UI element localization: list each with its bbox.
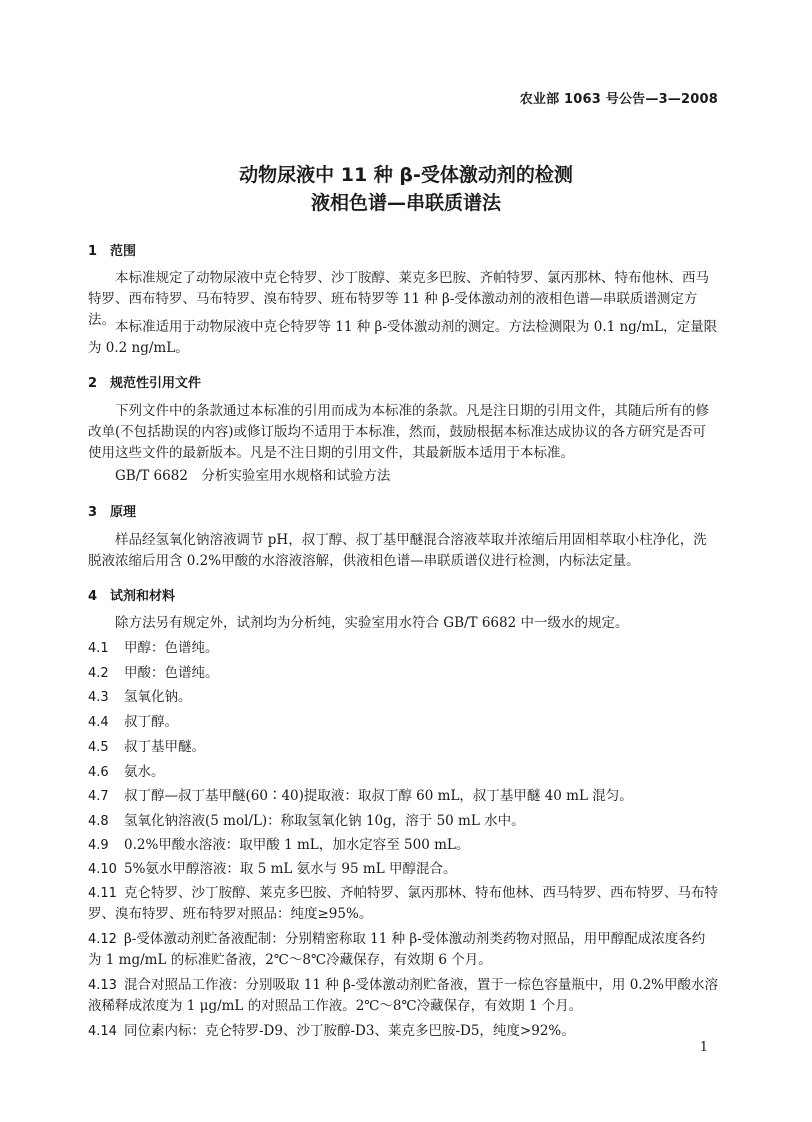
- section-1-paragraph-1: 本标准规定了动物尿液中克仑特罗、沙丁胺醇、莱克多巴胺、齐帕特罗、氯丙那林、特布他林、西马特罗、西布特罗、马布特罗、溴布特罗、班布特罗等 11 种 β-受体激动剂的液相色谱—串联质谱测定方法。: [88, 270, 709, 328]
- item-text: 氢氧化钠。: [124, 689, 192, 705]
- section-4-heading: [88, 585, 175, 604]
- section-title: 范围: [110, 244, 137, 259]
- item-number: 4.3: [88, 690, 109, 705]
- section-1-heading: [88, 240, 136, 259]
- item-number: 4.7: [88, 789, 109, 804]
- list-item: [88, 687, 718, 708]
- section-3-paragraph-1: 样品经氢氧化钠溶液调节 pH，叔丁醇、叔丁基甲醚混合溶液萃取并浓缩后用固相萃取小柱净化，洗脱液浓缩后用含 0.2%甲酸的水溶液溶解，供液相色谱—串联质谱仪进行检测，内标法定量。: [88, 532, 707, 569]
- item-number: 4.4: [88, 715, 109, 730]
- item-number: 4.1: [88, 641, 109, 656]
- list-item: [88, 835, 718, 856]
- list-item: [88, 762, 718, 783]
- list-item: [88, 712, 718, 733]
- document-title-line1: 动物尿液中 11 种 β-受体激动剂的检测: [239, 164, 573, 186]
- section-title: 原理: [110, 505, 137, 520]
- section-number: 4: [88, 589, 98, 604]
- item-number: 4.8: [88, 814, 109, 829]
- section-2-reference: GB/T 6682 分析实验室用水规格和试验方法: [115, 468, 391, 484]
- item-text: 同位素内标：克仑特罗-D9、沙丁胺醇-D3、莱克多巴胺-D5，纯度>92%。: [124, 1023, 575, 1039]
- item-number: 4.11: [88, 886, 117, 901]
- item-text: 氢氧化钠溶液(5 mol/L)：称取氢氧化钠 10g，溶于 50 mL 水中。: [124, 813, 525, 829]
- item-text: 甲酸：色谱纯。: [124, 665, 219, 681]
- item-text: 叔丁醇—叔丁基甲醚(60∶40)提取液：取叔丁醇 60 mL，叔丁基甲醚 40 mL 混匀。: [124, 788, 633, 804]
- item-number: 4.5: [88, 740, 109, 755]
- document-title-line2: 液相色谱—串联质谱法: [310, 192, 501, 214]
- item-number: 4.6: [88, 765, 109, 780]
- section-1-paragraph-2: 本标准适用于动物尿液中克仑特罗等 11 种 β-受体激动剂的测定。方法检测限为 0.1 ng/mL，定量限为 0.2 ng/mL。: [88, 319, 718, 356]
- item-text: 克仑特罗、沙丁胺醇、莱克多巴胺、齐帕特罗、氯丙那林、特布他林、西马特罗、西布特罗、马布特罗、溴布特罗、班布特罗对照品：纯度≥95%。: [88, 885, 718, 922]
- list-item: [88, 1021, 718, 1042]
- section-number: 3: [88, 505, 98, 520]
- list-item: [88, 811, 718, 832]
- item-text: 叔丁基甲醚。: [124, 739, 205, 755]
- item-number: 4.2: [88, 666, 109, 681]
- section-2-heading: [88, 372, 201, 391]
- section-title: 规范性引用文件: [110, 376, 202, 391]
- item-text: 叔丁醇。: [124, 714, 178, 730]
- item-number: 4.10: [88, 862, 117, 877]
- item-text: 5%氨水甲醇溶液：取 5 mL 氨水与 95 mL 甲醇混合。: [124, 861, 457, 877]
- item-number: 4.12: [88, 932, 117, 947]
- item-text: β-受体激动剂贮备液配制：分别精密称取 11 种 β-受体激动剂类药物对照品，用甲醇配成浓度各约为 1 mg/mL 的标准贮备液，2℃～8℃冷藏保存，有效期 6 个月。: [88, 931, 706, 968]
- page-number: 1: [699, 1040, 708, 1055]
- item-text: 甲醇：色谱纯。: [124, 640, 219, 656]
- list-item: [88, 975, 718, 1017]
- item-text: 混合对照品工作液：分别吸取 11 种 β-受体激动剂贮备液，置于一棕色容量瓶中，用 0.2%甲酸水溶液稀释成浓度为 1 μg/mL 的对照品工作液。2℃～8℃冷藏保存，有效期 1 个月。: [88, 977, 719, 1014]
- list-item: [88, 737, 718, 758]
- standard-code: 农业部 1063 号公告—3—2008: [519, 92, 718, 107]
- item-number: 4.13: [88, 978, 117, 993]
- list-item: [88, 786, 718, 807]
- section-3-heading: [88, 501, 136, 520]
- item-number: 4.14: [88, 1024, 117, 1039]
- item-text: 氨水。: [124, 764, 165, 780]
- item-text: 0.2%甲酸水溶液：取甲酸 1 mL，加水定容至 500 mL。: [124, 837, 470, 853]
- section-title: 试剂和材料: [110, 589, 176, 604]
- list-item: [88, 883, 718, 925]
- section-number: 1: [88, 244, 98, 259]
- section-2-paragraph-1: 下列文件中的条款通过本标准的引用而成为本标准的条款。凡是注日期的引用文件，其随后所有的修改单(不包括勘误的内容)或修订版均不适用于本标准，然而，鼓励根据本标准达成协议的各方研究是否可使用这些文件的最新版本。凡是不注日期的引用文件，其最新版本适用于本标准。: [88, 403, 709, 461]
- item-number: 4.9: [88, 838, 109, 853]
- section-number: 2: [88, 376, 98, 391]
- list-item: [88, 663, 718, 684]
- list-item: [88, 638, 718, 659]
- list-item: [88, 859, 718, 880]
- list-item: [88, 929, 718, 971]
- section-4-paragraph-1: 除方法另有规定外，试剂均为分析纯，实验室用水符合 GB/T 6682 中一级水的规定。: [115, 615, 629, 631]
